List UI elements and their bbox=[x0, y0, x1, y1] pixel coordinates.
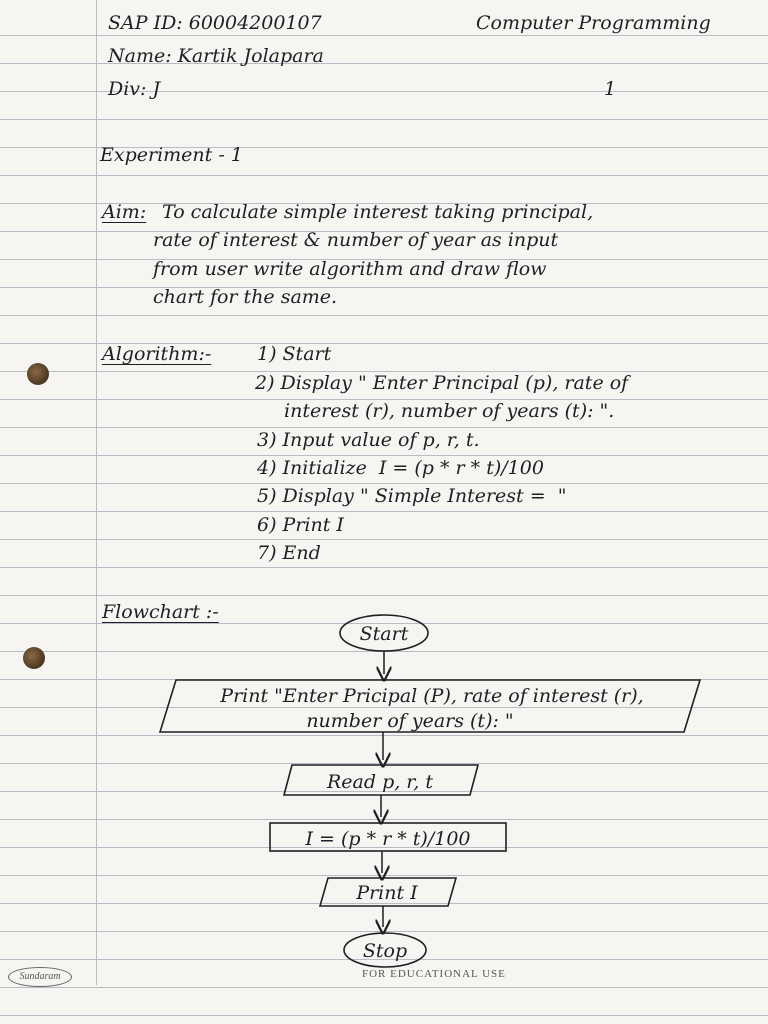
aim-line-3: from user write algorithm and draw flow bbox=[153, 258, 547, 280]
footer-note: FOR EDUCATIONAL USE bbox=[362, 968, 506, 980]
algorithm-step-6: 6) Print I bbox=[257, 514, 344, 536]
aim-line-4: chart for the same. bbox=[153, 286, 338, 308]
division: Div: J bbox=[108, 78, 161, 100]
algorithm-step-1: 1) Start bbox=[257, 343, 332, 365]
print-result-text: Print I bbox=[356, 882, 418, 904]
page-number: 1 bbox=[604, 78, 617, 100]
student-name: Name: Kartik Jolapara bbox=[108, 45, 324, 67]
stop-text: Stop bbox=[362, 940, 408, 962]
brand-logo: Sundaram bbox=[8, 967, 72, 987]
process-text: I = (p * r * t)/100 bbox=[305, 828, 471, 850]
print-prompt-line-1: Print "Enter Pricipal (P), rate of interest (r), bbox=[220, 685, 644, 707]
algorithm-label: Algorithm:- bbox=[102, 343, 212, 365]
aim-line-1: To calculate simple interest taking principal, bbox=[162, 201, 594, 223]
algorithm-step-4: 4) Initialize I = (p * r * t)/100 bbox=[257, 457, 544, 479]
print-prompt-line-2: number of years (t): " bbox=[306, 710, 514, 732]
read-text: Read p, r, t bbox=[326, 771, 434, 793]
algorithm-step-3: 3) Input value of p, r, t. bbox=[257, 429, 480, 451]
algorithm-step-2: 2) Display " Enter Principal (p), rate of bbox=[255, 372, 629, 394]
algorithm-step-7: 7) End bbox=[257, 542, 321, 564]
aim-line-2: rate of interest & number of year as input bbox=[153, 229, 559, 251]
subject: Computer Programming bbox=[476, 12, 711, 34]
start-text: Start bbox=[359, 623, 409, 645]
algorithm-step-2-cont: interest (r), number of years (t): ". bbox=[284, 400, 615, 422]
flowchart-label: Flowchart :- bbox=[102, 601, 219, 623]
sap-id: SAP ID: 60004200107 bbox=[108, 12, 322, 34]
experiment-title: Experiment - 1 bbox=[100, 144, 243, 166]
aim-label: Aim: bbox=[102, 201, 147, 223]
algorithm-step-5: 5) Display " Simple Interest = " bbox=[257, 485, 567, 507]
